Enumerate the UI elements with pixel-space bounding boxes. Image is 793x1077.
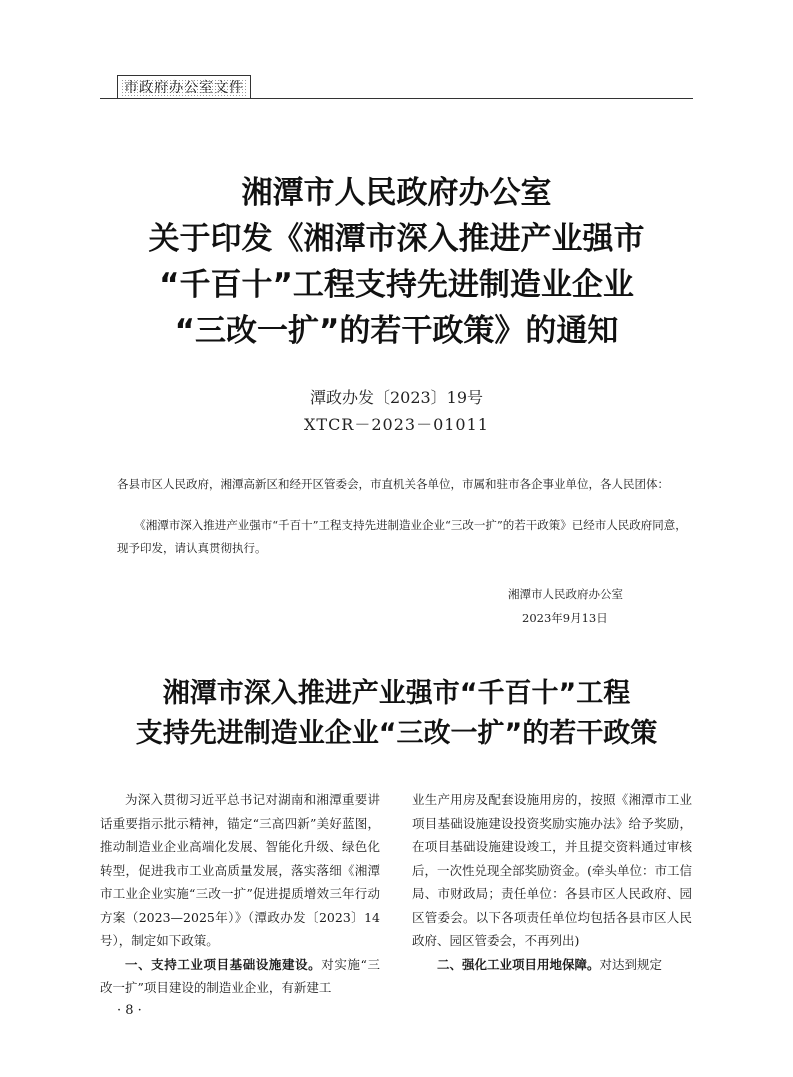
- notice-title-line: “三改一扩”的若干政策》的通知: [174, 313, 619, 349]
- policy-title: [60, 674, 733, 754]
- item2-paragraph: [412, 953, 692, 977]
- item1-text: 对实施“三改一扩”项目建设的制造业企业，有新建工: [100, 956, 380, 995]
- signature-date: 2023年9月13日: [522, 611, 608, 625]
- policy-title-line: 湘潭市深入推进产业强市“千百十”工程: [162, 678, 631, 709]
- notice-title-line: 关于印发《湘潭市深入推进产业强市: [148, 221, 645, 257]
- notice-title-line: 湘潭市人民政府办公室: [241, 175, 552, 211]
- item2-heading: 二、强化工业项目用地保障。: [437, 956, 600, 972]
- right-column: [412, 788, 692, 976]
- policy-title-line: 支持先进制造业企业“三改一扩”的若干政策: [135, 718, 658, 749]
- item1-paragraph: [100, 953, 380, 1000]
- header-rule: [100, 98, 693, 99]
- item2-text: 对达到规定: [599, 956, 663, 972]
- left-column: [100, 788, 380, 1000]
- notice-title: [60, 170, 733, 354]
- page-number: · 8 ·: [117, 1003, 142, 1018]
- document-code: XTCR－2023－01011: [304, 415, 489, 434]
- right-paragraph: 业生产用房及配套设施用房的，按照《湘潭市工业项目基础设施建设投资奖励实施办法》给予奖励，在项目基础设施建设竣工，并且提交资料通过审核后，一次性兑现全部奖励资金。(牵头单位：市工信局、市财政局；责任单位：各县市区人民政府、园区管委会。以下各项责任单位均包括各县市区人民政府、园区管委会，不再列出): [412, 792, 692, 948]
- signature-issuer: 湘潭市人民政府办公室: [508, 587, 623, 601]
- notice-body: 《湘潭市深入推进产业强市“千百十”工程支持先进制造业企业“三改一扩”的若干政策》已经市人民政府同意，现予印发，请认真贯彻执行。: [117, 518, 687, 555]
- item1-heading: 一、支持工业项目基础设施建设。: [125, 956, 322, 972]
- document-number: 潭政办发〔2023〕19号: [309, 388, 484, 407]
- addressee: 各县市区人民政府，湘潭高新区和经开区管委会，市直机关各单位，市属和驻市各企事业单位，各人民团体：: [117, 477, 669, 491]
- notice-title-line: “千百十”工程支持先进制造业企业: [159, 267, 634, 303]
- intro-paragraph: 为深入贯彻习近平总书记对湖南和湘潭重要讲话重要指示批示精神，锚定“三高四新”美好蓝图，推动制造业企业高端化发展、智能化升级、绿色化转型，促进我市工业高质量发展，落实落细《湘潭市工业企业实施“三改一扩”促进提质增效三年行动方案（2023—2025年）》（潭政办发〔2023〕14号），制定如下政策。: [100, 792, 380, 948]
- header-tag: 市政府办公室文件: [117, 75, 251, 99]
